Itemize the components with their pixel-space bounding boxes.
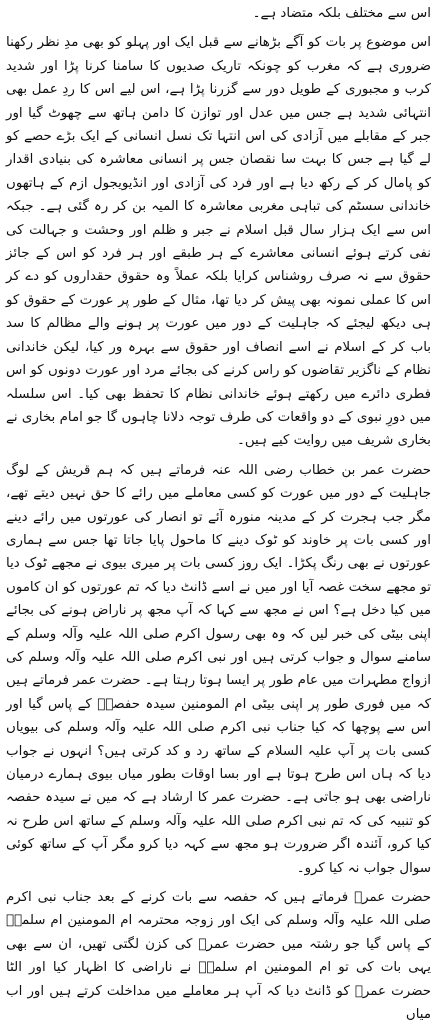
paragraph-umm-salama: حضرت عمرؓ فرماتے ہیں کہ حفصہ سے بات کرنے کے بعد جناب نبی اکرم صلی اللہ علیہ وآلہ وسلم کی ایک اور زوجہ محترمہ ام المومنین ام سلمہؓ کے پاس گیا جو رشتہ میں حضرت عمرؓ کی کزن لگتی تھیں، ان سے بھی یہی بات کی تو ام المومنین ام سلمہؓ نے ناراضی کا اظہار کیا اور الٹا حضرت عمرؓ کو ڈانٹ دیا کہ آپ ہر معاملے میں مداخلت کرتے ہیں اور اب میاں: [6, 890, 431, 1023]
paragraph-western-history: اس موضوع پر بات کو آگے بڑھانے سے قبل ایک اور پہلو کو بھی مدِ نظر رکھنا ضروری ہے کہ مغرب کو چونکہ تاریک صدیوں کا سامنا کرنا پڑا اور شدید کرب و مجبوری کے طویل دور سے گزرنا پڑا ہے، اس لیے اس کا ردِ عمل بھی انتہائی شدید ہے جس میں عدل اور توازن کا دامن ہاتھ سے چھوٹ گیا اور جبر کے مقابلے میں آزادی کی اس انتہا تک نسل انسانی کے ایک بڑے حصے کو لے گیا ہے جس کا بہت سا نقصان جس پر انسانی معاشرہ کی بنیادی اقدار کو پامال کر کے رکھ دیا ہے اور فرد کی آزادی اور انڈیویجول ازم کے ہاتھوں خاندانی سسٹم کی تباہی مغربی معاشرہ کا المیہ بن کر رہ گئی ہے۔ جبکہ اس سے ایک ہزار سال قبل اسلام نے جبر و ظلم اور وحشت و جہالت کی نفی کرتے ہوئے انسانی معاشرے کے ہر طبقے اور ہر فرد کو اس کے جائز حقوق سے نہ صرف روشناس کرایا بلکہ عملاً وہ حقوق حقداروں کو دے کر اس کا عملی نمونہ بھی پیش کر دیا تھا، مثال کے طور پر عورت کے حقوق کو ہی دیکھ لیجئے کہ جاہلیت کے دور میں عورت پر ہونے والے مظالم کا سد باب کر کے اسلام نے اسے انصاف اور حقوق سے بہرہ ور کیا، لیکن خاندانی نظام کے ناگزیر تقاضوں کو راس کرنے کی بجائے مرد اور عورت دونوں کو اس فطری دائرے میں رکھتے ہوئے خاندانی نظام کا تحفظ بھی کیا۔ اس سلسلہ میں دورِ نبوی کے دو واقعات کی طرف توجہ دلانا چاہوں گا جو امام بخاری نے بخاری شریف میں روایت کیے ہیں۔: [6, 35, 431, 449]
paragraph-intro-tail: اس سے مختلف بلکہ متضاد ہے۔: [252, 6, 431, 21]
paragraph-hadith-umar: حضرت عمر بن خطاب رضی اللہ عنہ فرماتے ہیں کہ ہم قریش کے لوگ جاہلیت کے دور میں عورت کو کسی معاملے میں رائے کا حق نہیں دیتے تھے، مگر جب ہجرت کر کے مدینہ منورہ آئے تو انصار کی عورتوں میں رائے دینے اور کسی بات پر خاوند کو ٹوک دینے کا ماحول پایا جاتا تھا جس سے ہماری عورتوں نے بھی رنگ پکڑا۔ ایک روز کسی بات پر میری بیوی نے مجھے ٹوک دیا تو مجھے سخت غصہ آیا اور میں نے اسے ڈانٹ دیا کہ تم عورتوں کو ان کاموں میں کیا دخل ہے؟ اس نے مجھ سے کہا کہ آپ مجھ پر ناراض ہونے کی بجائے اپنی بیٹی کی خبر لیں کہ وہ بھی رسول اکرم صلی اللہ علیہ وآلہ وسلم کے سامنے سوال و جواب کرتی ہیں اور نبی اکرم صلی اللہ علیہ وآلہ وسلم کی ازواج مطہرات میں عام طور پر ایسا ہوتا رہتا ہے۔ حضرت عمر فرماتے ہیں کہ میں فوری طور پر اپنی بیٹی ام المومنین سیدہ حفصہؓ کے پاس گیا اور اس سے پوچھا کہ کیا جناب نبی اکرم صلی اللہ علیہ وآلہ وسلم کی بیویاں کسی بات پر آپ علیہ السلام کے ساتھ رد و کد کرتی ہیں؟ انہوں نے جواب دیا کہ ہاں اس طرح ہوتا ہے اور بسا اوقات بطور میاں بیوی ہمارے درمیان ناراضی بھی ہو جاتی ہے۔ حضرت عمر کا ارشاد ہے کہ میں نے سیدہ حفصہ کو تنبیہ کی کہ تم نبی اکرم صلی اللہ علیہ وآلہ وسلم کے ساتھ اس طرح نہ کیا کرو، آئندہ اگر ضرورت ہو مجھ سے کہہ دیا کرو مگر آپ کے ساتھ کوئی سوال جواب نہ کیا کرو۔: [6, 462, 431, 876]
article-page: [6, 2, 431, 1023]
